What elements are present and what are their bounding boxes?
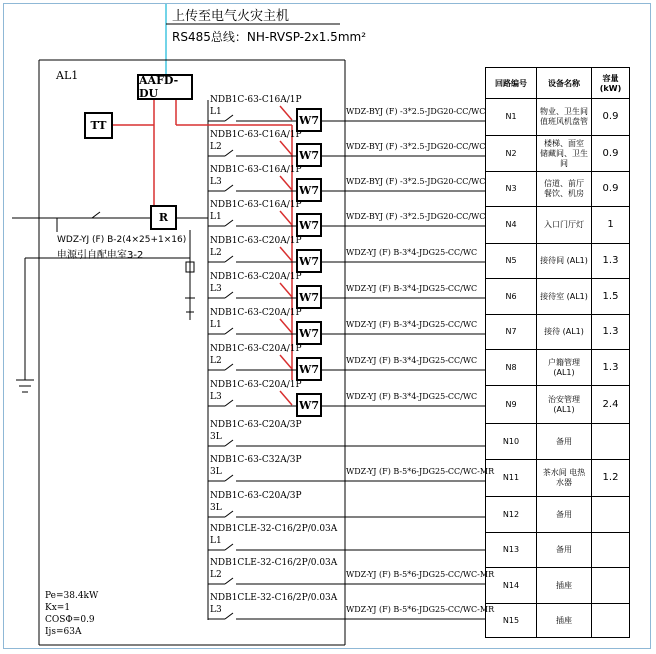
load-total-line: Ijs=63A <box>45 627 82 637</box>
breaker-label: NDB1C-63-C16A/1P <box>210 165 302 175</box>
phase-label: L2 <box>210 570 222 580</box>
table-row <box>486 99 630 136</box>
circuit-id-cell: N14 <box>486 568 537 604</box>
phase-label: L2 <box>210 142 222 152</box>
capacity-cell: 0.9 <box>592 99 630 136</box>
aafd-du-module: AAFD-DU <box>137 74 193 100</box>
table-row <box>486 244 630 279</box>
circuit-id-cell: N6 <box>486 279 537 315</box>
breaker-switch <box>225 544 233 550</box>
table-row <box>486 386 630 424</box>
signal-tap <box>280 283 292 297</box>
capacity-cell: 1.3 <box>592 350 630 386</box>
circuit-id-cell: N3 <box>486 172 537 207</box>
circuit-id-cell: N7 <box>486 315 537 350</box>
breaker-label: NDB1C-63-C16A/1P <box>210 200 302 210</box>
breaker-switch <box>225 150 233 156</box>
table-row <box>486 207 630 244</box>
cable-label: WDZ-YJ (F) B-3*4-JDG25-CC/WC <box>346 392 478 401</box>
device-name-cell: 治安管理 (AL1) <box>537 386 592 424</box>
cable-label: WDZ-YJ (F) B-5*6-JDG25-CC/WC-MR <box>346 605 495 614</box>
phase-label: L1 <box>210 536 222 546</box>
capacity-cell <box>592 497 630 533</box>
signal-tap <box>280 247 292 261</box>
breaker-switch <box>225 400 233 406</box>
breaker-label: NDB1C-63-C20A/1P <box>210 380 302 390</box>
capacity-cell: 0.9 <box>592 172 630 207</box>
wire <box>92 212 100 218</box>
phase-label: L1 <box>210 212 222 222</box>
capacity-cell: 2.4 <box>592 386 630 424</box>
cable-label: WDZ-BYJ (F) -3*2.5-JDG20-CC/WC <box>346 107 486 116</box>
uplink-label: 上传至电气火灾主机 <box>172 9 290 24</box>
device-name-cell: 备用 <box>537 533 592 568</box>
table-row <box>486 315 630 350</box>
table-row <box>486 568 630 604</box>
device-name-cell: 接待间 (AL1) <box>537 244 592 279</box>
phase-label: L3 <box>210 284 222 294</box>
cable-label: WDZ-BYJ (F) -3*2.5-JDG20-CC/WC <box>346 177 486 186</box>
table-row <box>486 136 630 172</box>
signal-tap <box>280 176 292 190</box>
w7-monitor: W7 <box>296 249 322 273</box>
circuit-table <box>485 67 630 638</box>
incoming-source: 电源引自配电室3-2 <box>57 250 144 261</box>
phase-label: L3 <box>210 392 222 402</box>
phase-label: L3 <box>210 605 222 615</box>
capacity-cell: 1.5 <box>592 279 630 315</box>
capacity-cell: 0.9 <box>592 136 630 172</box>
table-header-kw: 容量 (kW) <box>592 68 630 99</box>
w7-monitor: W7 <box>296 178 322 202</box>
breaker-label: NDB1C-63-C20A/1P <box>210 272 302 282</box>
cable-label: WDZ-YJ (F) B-5*6-JDG25-CC/WC-MR <box>346 570 495 579</box>
breaker-label: NDB1C-63-C20A/3P <box>210 420 302 430</box>
circuit-id-cell: N13 <box>486 533 537 568</box>
tt-module: TT <box>84 112 113 139</box>
phase-label: 3L <box>210 503 222 513</box>
signal-tap <box>280 319 292 333</box>
table-header-name: 设备名称 <box>537 68 592 99</box>
table-row <box>486 279 630 315</box>
circuit-id-cell: N12 <box>486 497 537 533</box>
circuit-id-cell: N8 <box>486 350 537 386</box>
breaker-label: NDB1CLE-32-C16/2P/0.03A <box>210 558 338 568</box>
circuit-id-cell: N15 <box>486 604 537 638</box>
phase-label: L1 <box>210 320 222 330</box>
table-row <box>486 424 630 460</box>
capacity-cell <box>592 424 630 460</box>
phase-label: 3L <box>210 467 222 477</box>
breaker-label: NDB1C-63-C16A/1P <box>210 95 302 105</box>
w7-monitor: W7 <box>296 321 322 345</box>
load-total-line: Pe=38.4kW <box>45 591 99 601</box>
breaker-switch <box>225 364 233 370</box>
circuit-id-cell: N4 <box>486 207 537 244</box>
breaker-switch <box>225 220 233 226</box>
load-total-line: Kx=1 <box>45 603 71 613</box>
breaker-label: NDB1CLE-32-C16/2P/0.03A <box>210 593 338 603</box>
breaker-switch <box>225 440 233 446</box>
device-name-cell: 备用 <box>537 497 592 533</box>
table-row <box>486 460 630 497</box>
breaker-switch <box>225 115 233 121</box>
signal-tap <box>280 391 292 405</box>
capacity-cell <box>592 604 630 638</box>
circuit-id-cell: N9 <box>486 386 537 424</box>
breaker-label: NDB1C-63-C20A/1P <box>210 344 302 354</box>
cable-label: WDZ-YJ (F) B-3*4-JDG25-CC/WC <box>346 248 478 257</box>
device-name-cell: 备用 <box>537 424 592 460</box>
signal-tap <box>280 106 292 120</box>
table-row <box>486 497 630 533</box>
circuit-id-cell: N2 <box>486 136 537 172</box>
load-total-line: COSΦ=0.9 <box>45 615 95 625</box>
table-header-id: 回路编号 <box>486 68 537 99</box>
w7-monitor: W7 <box>296 393 322 417</box>
circuit-id-cell: N5 <box>486 244 537 279</box>
cable-label: WDZ-YJ (F) B-3*4-JDG25-CC/WC <box>346 320 478 329</box>
phase-label: L1 <box>210 107 222 117</box>
device-name-cell: 茶水间 电热水器 <box>537 460 592 497</box>
phase-label: L2 <box>210 356 222 366</box>
circuit-id-cell: N10 <box>486 424 537 460</box>
device-name-cell: 插座 <box>537 604 592 638</box>
circuit-id-cell: N11 <box>486 460 537 497</box>
capacity-cell: 1.3 <box>592 244 630 279</box>
bus-label: RS485总线：NH-RVSP-2x1.5mm² <box>172 30 367 44</box>
w7-monitor: W7 <box>296 108 322 132</box>
device-name-cell: 物业、卫生间 值班风机盘管 <box>537 99 592 136</box>
device-name-cell: 接待室 (AL1) <box>537 279 592 315</box>
device-name-cell: 户籍管理 (AL1) <box>537 350 592 386</box>
breaker-switch <box>225 292 233 298</box>
breaker-switch <box>225 256 233 262</box>
r-module: R <box>150 205 177 230</box>
signal-tap <box>280 211 292 225</box>
table-row <box>486 604 630 638</box>
breaker-switch <box>225 613 233 619</box>
device-name-cell: 插座 <box>537 568 592 604</box>
breaker-label: NDB1CLE-32-C16/2P/0.03A <box>210 524 338 534</box>
breaker-label: NDB1C-63-C32A/3P <box>210 455 302 465</box>
capacity-cell: 1.2 <box>592 460 630 497</box>
table-row <box>486 350 630 386</box>
breaker-switch <box>225 328 233 334</box>
capacity-cell <box>592 568 630 604</box>
cable-label: WDZ-BYJ (F) -3*2.5-JDG20-CC/WC <box>346 212 486 221</box>
breaker-label: NDB1C-63-C20A/3P <box>210 491 302 501</box>
w7-monitor: W7 <box>296 285 322 309</box>
signal-tap <box>280 141 292 155</box>
device-name-cell: 信道、前厅 餐饮、机房 <box>537 172 592 207</box>
w7-monitor: W7 <box>296 357 322 381</box>
breaker-label: NDB1C-63-C16A/1P <box>210 130 302 140</box>
breaker-switch <box>225 578 233 584</box>
device-name-cell: 接待 (AL1) <box>537 315 592 350</box>
cable-label: WDZ-YJ (F) B-3*4-JDG25-CC/WC <box>346 356 478 365</box>
panel-name: AL1 <box>56 69 79 82</box>
phase-label: L3 <box>210 177 222 187</box>
cable-label: WDZ-YJ (F) B-3*4-JDG25-CC/WC <box>346 284 478 293</box>
capacity-cell: 1 <box>592 207 630 244</box>
circuit-id-cell: N1 <box>486 99 537 136</box>
cable-label: WDZ-BYJ (F) -3*2.5-JDG20-CC/WC <box>346 142 486 151</box>
table-row <box>486 172 630 207</box>
breaker-switch <box>225 185 233 191</box>
breaker-label: NDB1C-63-C20A/1P <box>210 236 302 246</box>
cable-label: WDZ-YJ (F) B-5*6-JDG25-CC/WC-MR <box>346 467 495 476</box>
device-name-cell: 入口门厅灯 <box>537 207 592 244</box>
signal-tap <box>280 355 292 369</box>
device-name-cell: 楼梯、面室 储藏间、卫生间 <box>537 136 592 172</box>
incoming-cable: WDZ-YJ (F) B-2(4×25+1×16) <box>57 235 187 245</box>
table-row <box>486 533 630 568</box>
capacity-cell <box>592 533 630 568</box>
breaker-switch <box>225 511 233 517</box>
capacity-cell: 1.3 <box>592 315 630 350</box>
breaker-switch <box>225 475 233 481</box>
phase-label: 3L <box>210 432 222 442</box>
w7-monitor: W7 <box>296 143 322 167</box>
w7-monitor: W7 <box>296 213 322 237</box>
breaker-label: NDB1C-63-C20A/1P <box>210 308 302 318</box>
phase-label: L2 <box>210 248 222 258</box>
